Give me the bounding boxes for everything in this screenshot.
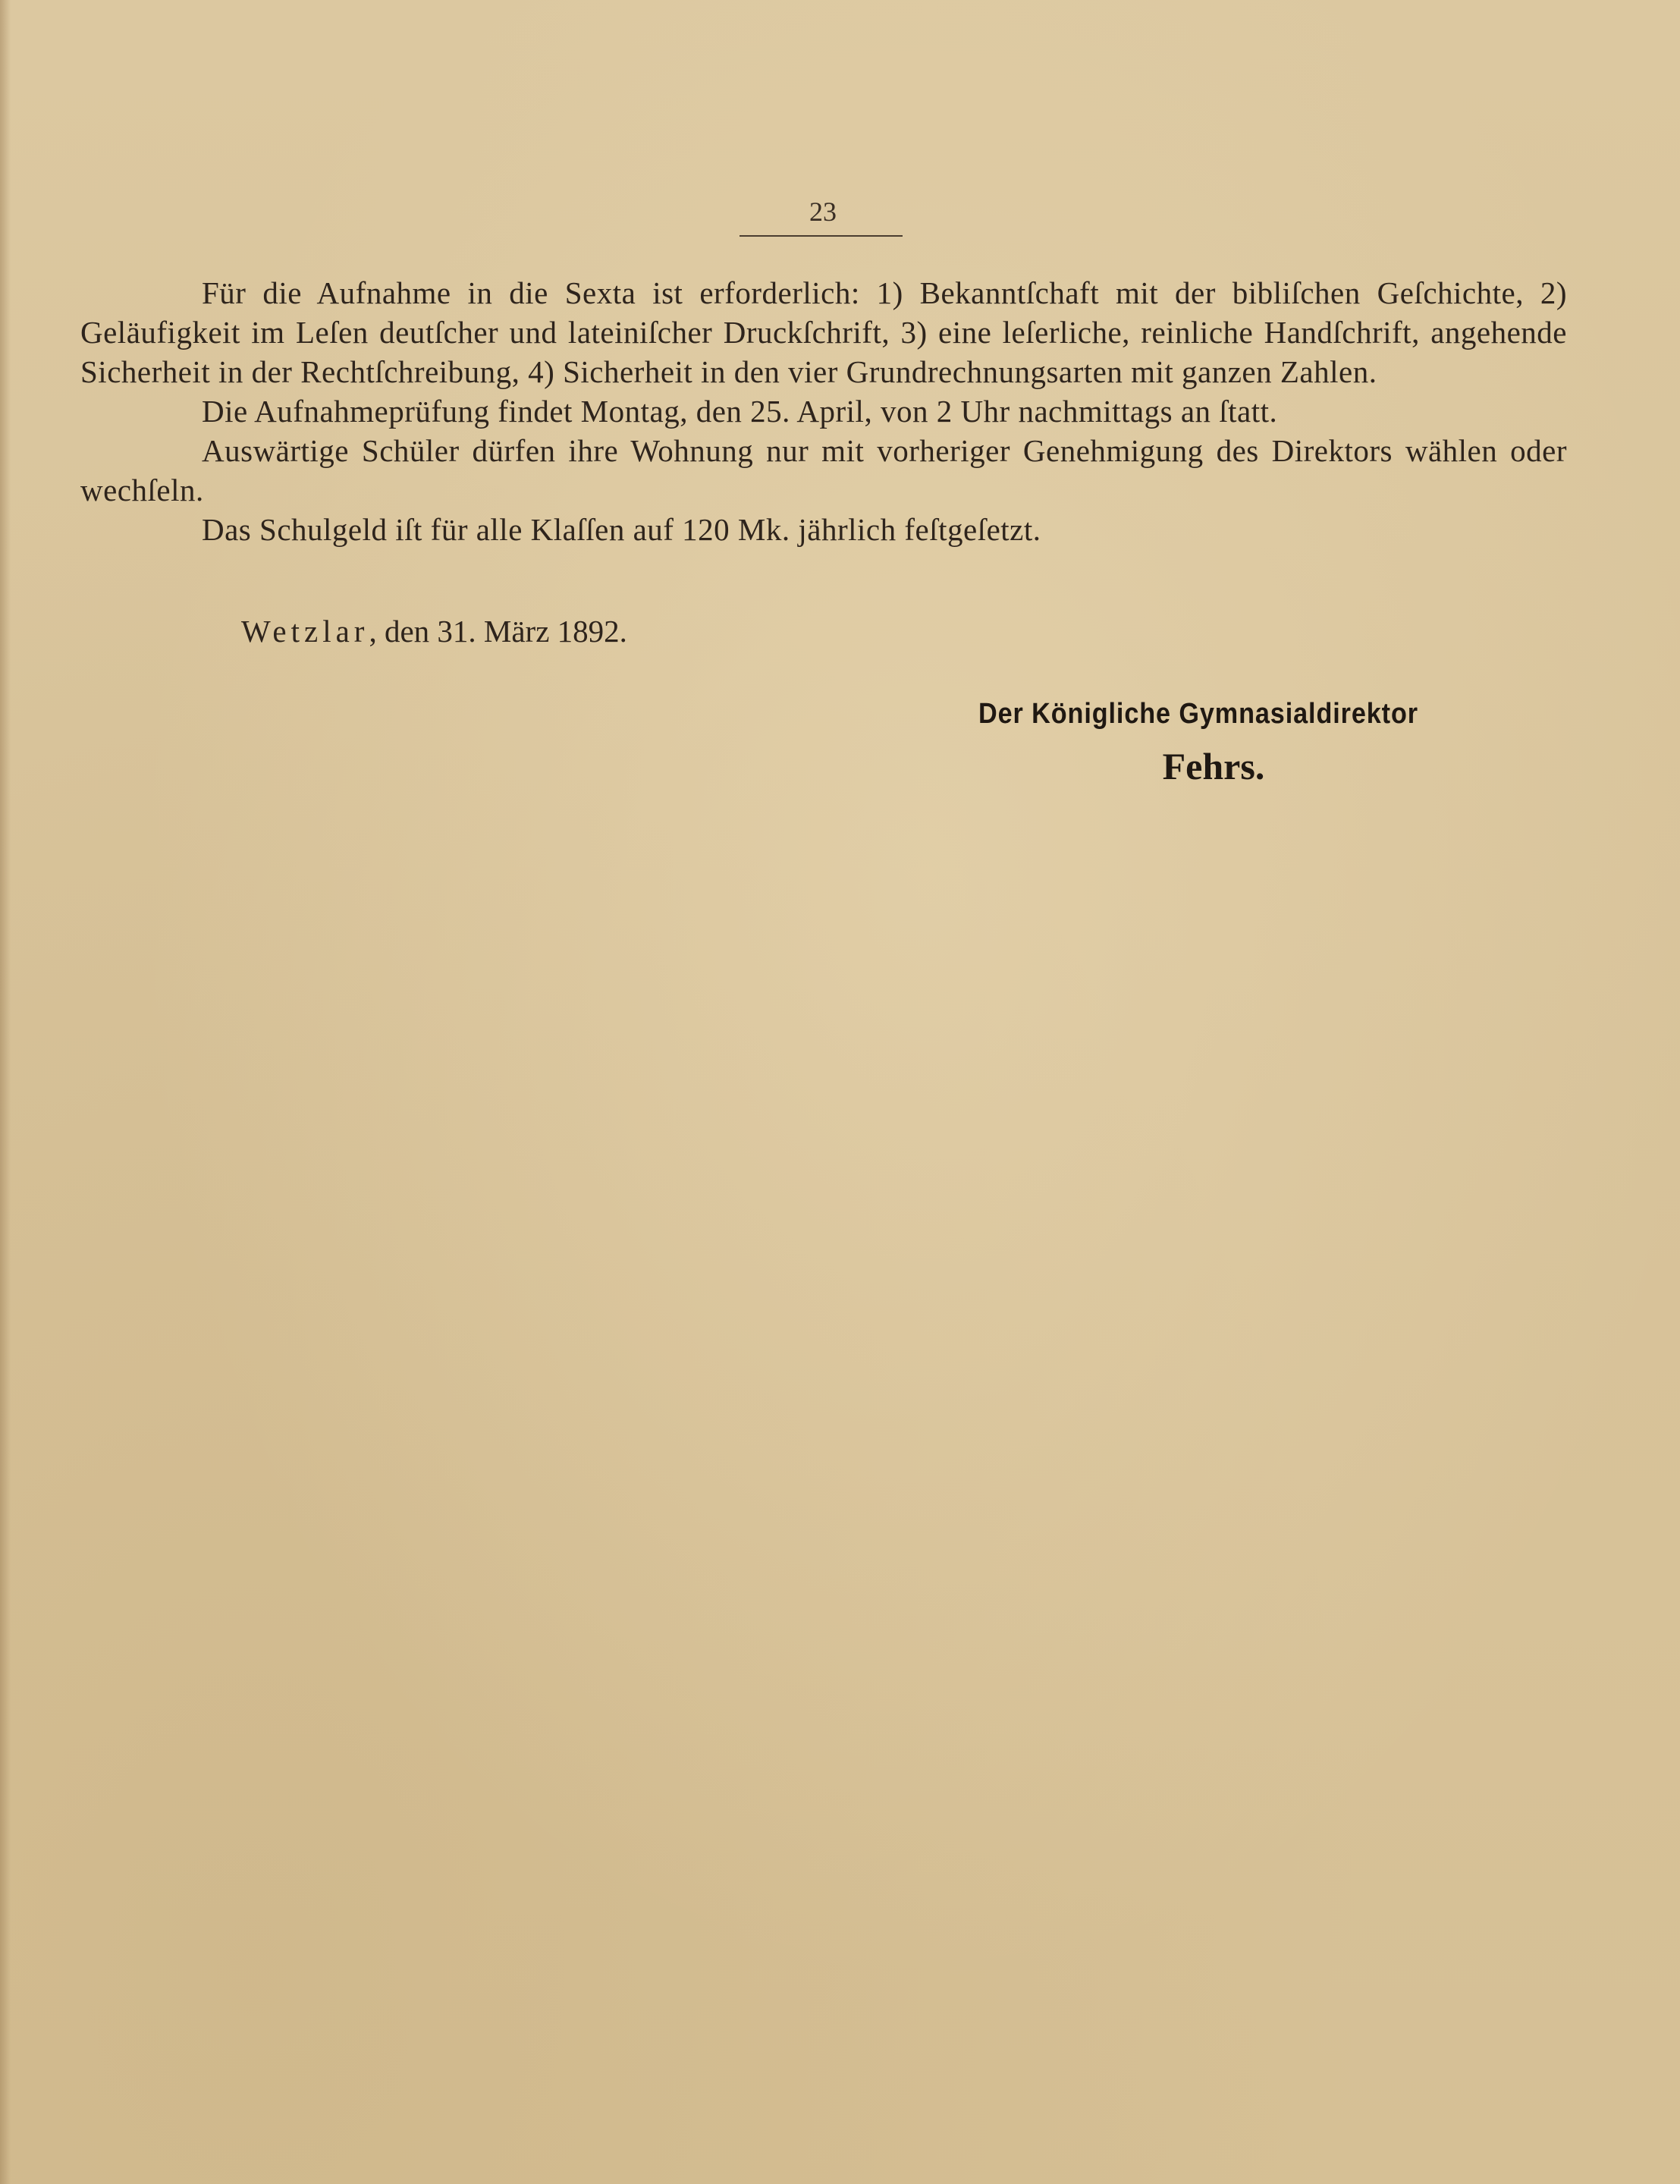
dateline-place: Wetzlar <box>241 614 369 649</box>
paragraph-admission-requirements: Für die Aufnahme in die Sexta ist erforderlich: 1) Bekanntſchaft mit der bibliſchen Geſchichte, 2) Geläufigkeit im Leſen deutſcher und lateiniſcher Druckſchrift, 3) eine leſerliche, reinliche Handſchrift, angehende Sicherheit in der Rechtſchreibung, 4) Sicherheit in den vier Grundrechnungsarten mit ganzen Zahlen. <box>80 275 1567 389</box>
signature-name: Fehrs. <box>1162 745 1265 787</box>
page-edge-shadow <box>0 0 11 2184</box>
paragraph-school-fees: Das Schulgeld iſt für alle Klaſſen auf 120 Mk. jährlich feſtgeſetzt. <box>202 512 1041 547</box>
page-number-rule <box>740 235 903 237</box>
paragraph-entrance-exam: Die Aufnahmeprüfung findet Montag, den 25. April, von 2 Uhr nachmittags an ſtatt. <box>202 394 1278 429</box>
dateline-date: , den 31. März 1892. <box>369 614 627 649</box>
page-number: 23 <box>809 196 837 227</box>
dateline <box>241 613 627 649</box>
body-text <box>80 273 1567 549</box>
paragraph-external-students: Auswärtige Schüler dürfen ihre Wohnung nur mit vorheriger Genehmigung des Direktors wählen oder wechſeln. <box>80 433 1567 508</box>
signature-block <box>834 698 1562 788</box>
signature-title: Der Königliche Gymnasialdirektor <box>978 698 1418 730</box>
